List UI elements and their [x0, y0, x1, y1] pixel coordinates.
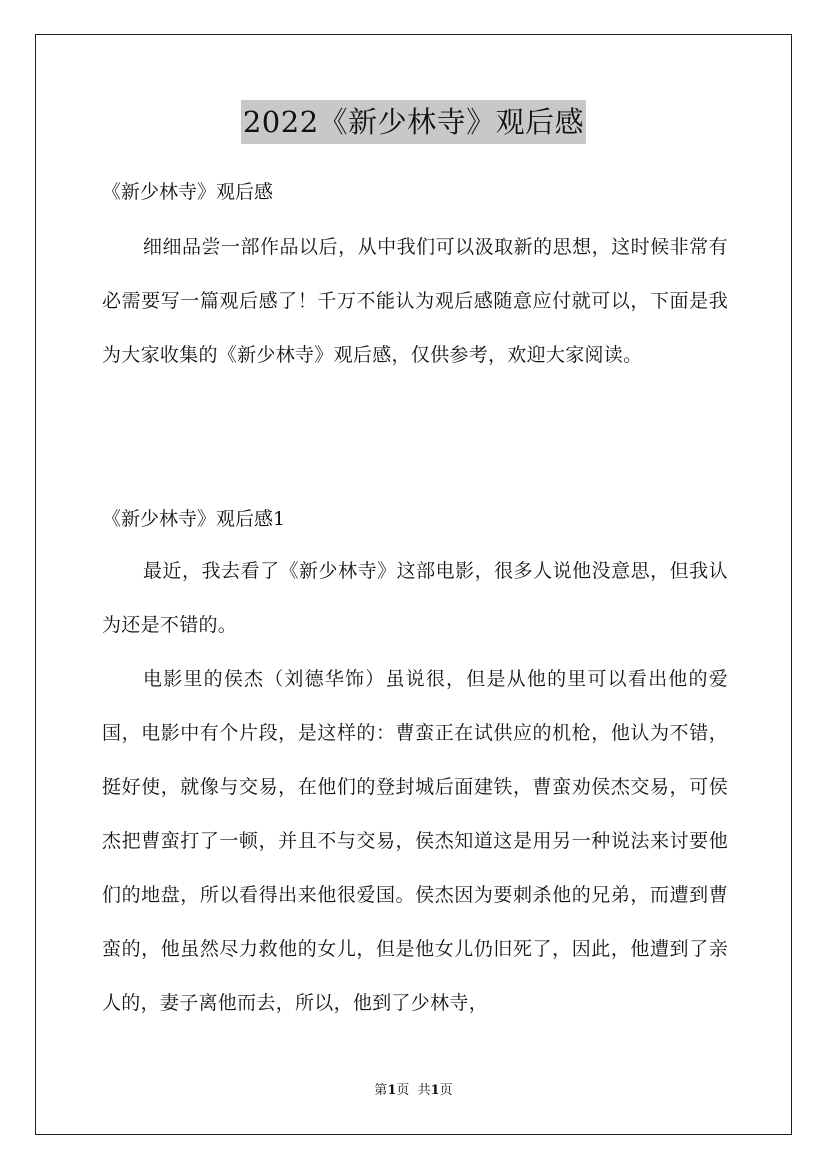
intro-paragraph: 细细品尝一部作品以后，从中我们可以汲取新的思想，这时候非常有必需要写一篇观后感了！千万不能认为观后感随意应付就可以，下面是我为大家收集的《新少林寺》观后感，仅供参考，欢迎大家阅读。 [102, 236, 728, 366]
footer-mid: 页 共 [396, 1083, 431, 1098]
footer-prefix: 第 [374, 1083, 388, 1098]
section-heading: 《新少林寺》观后感1 [102, 508, 286, 530]
footer-page-total: 1 [430, 1083, 440, 1098]
intro-heading: 《新少林寺》观后感 [102, 181, 274, 203]
footer-page-current: 1 [387, 1083, 397, 1098]
page-footer [0, 1080, 827, 1102]
title-block [0, 100, 827, 144]
footer-suffix: 页 [439, 1083, 453, 1098]
document-title: 2022《新少林寺》观后感 [241, 100, 586, 144]
body-paragraph-2: 电影里的侯杰（刘德华饰）虽说很，但是从他的里可以看出他的爱国，电影中有个片段，是这样的：曹蛮正在试供应的机枪，他认为不错，挺好使，就像与交易，在他们的登封城后面建铁，曹蛮劝侯杰交易，可侯杰把曹蛮打了一顿，并且不与交易，侯杰知道这是用另一种说法来讨要他们的地盘，所以看得出来他很爱国。侯杰因为要刺杀他的兄弟，而遭到曹蛮的，他虽然尽力救他的女儿，但是他女儿仍旧死了，因此，他遭到了亲人的，妻子离他而去，所以，他到了少林寺， [102, 668, 728, 1014]
body-paragraph-1: 最近，我去看了《新少林寺》这部电影，很多人说他没意思，但我认为还是不错的。 [102, 560, 728, 636]
